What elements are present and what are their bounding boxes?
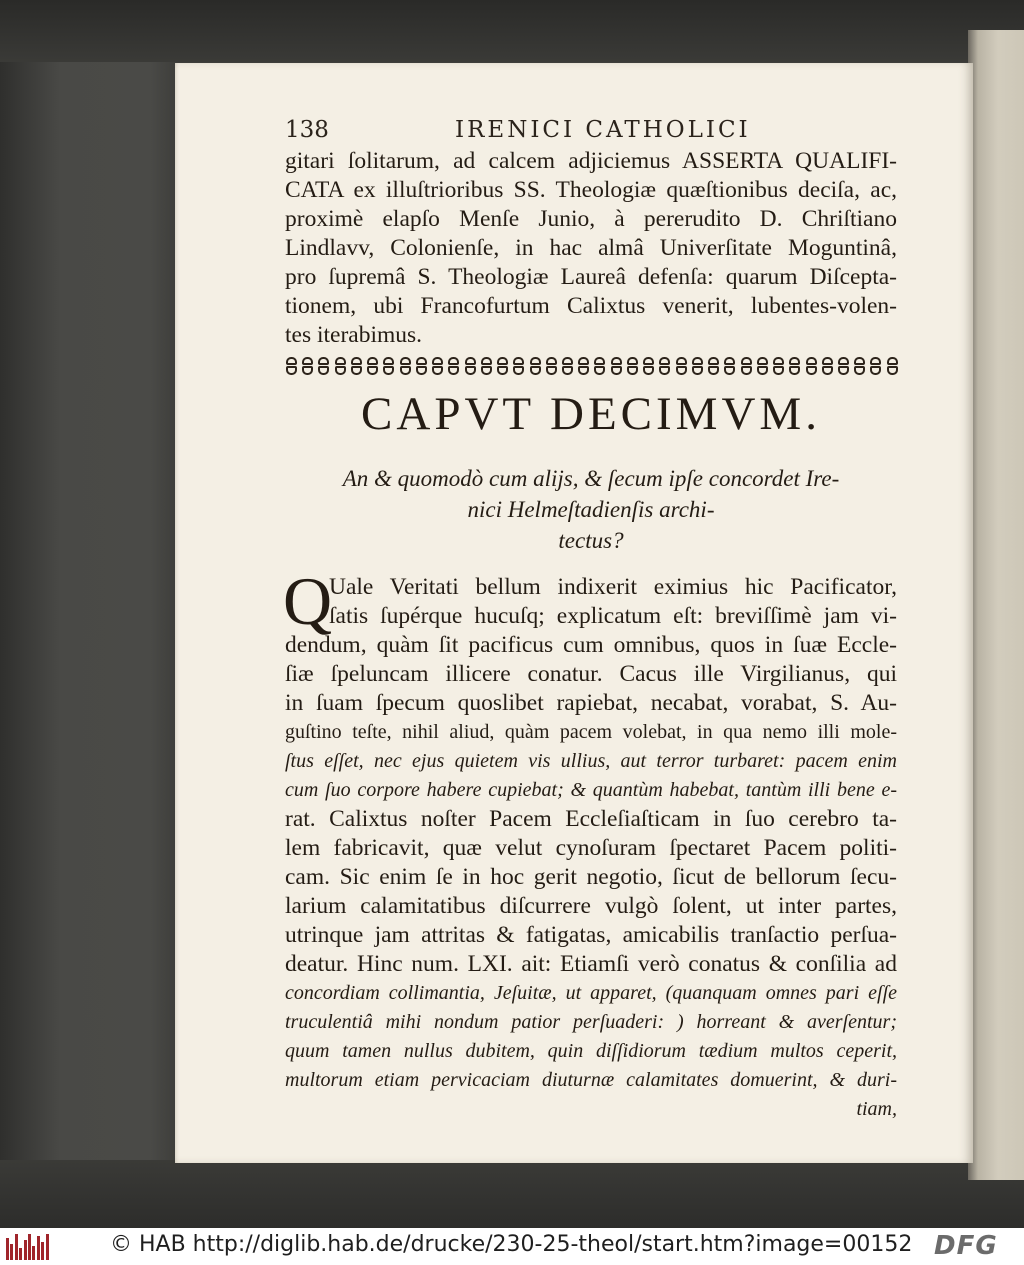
running-head-title: IRENICI CATHOLICI [455, 117, 751, 143]
text-line: dendum, quàm ſit pacificus cum omnibus, quos in ſuæ Eccle- [285, 632, 897, 658]
chapter-title: CAPVT DECIMVM. [361, 388, 821, 440]
viewer-footer [0, 1228, 1024, 1265]
ornament-glyph [740, 355, 753, 377]
ornament-glyph [480, 355, 493, 377]
ornament-glyph [447, 355, 460, 377]
text-line: pro ſupremâ S. Theologiæ Laureâ defenſa: quarum Diſcepta- [285, 264, 897, 290]
ornament-glyph [382, 355, 395, 377]
ornament-glyph [756, 355, 769, 377]
facing-page-edge [968, 30, 1024, 1180]
ornament-glyph [529, 355, 542, 377]
logo-bar [24, 1240, 27, 1260]
text-line: truculentiâ mihi nondum patior perſuaderi: ) horreant & averſentur; [285, 1011, 897, 1033]
ornament-glyph [788, 355, 801, 377]
text-line: ſtus eſſet, nec ejus quietem vis ullius, aut terror turbaret: pacem enim [285, 750, 897, 772]
ornament-glyph [545, 355, 558, 377]
ornament-glyph [642, 355, 655, 377]
ornament-glyph [593, 355, 606, 377]
top-paragraph [285, 147, 897, 350]
ornament-glyph [658, 355, 671, 377]
text-line: lem fabricavit, quæ velut cynoſuram ſpectaret Pacem politi- [285, 835, 897, 861]
logo-bar [37, 1236, 40, 1260]
ornament-glyph [464, 355, 477, 377]
text-line: Lindlavv, Colonienſe, in hac almâ Univerſitate Moguntinâ, [285, 235, 897, 261]
running-head [285, 117, 900, 147]
ornament-glyph [837, 355, 850, 377]
text-line: tionem, ubi Francofurtum Calixtus venerit, lubentes-volen- [285, 293, 897, 319]
subtitle-line: nici Helmeſtadienſis archi- [467, 497, 715, 522]
ornament-glyph [821, 355, 834, 377]
ornament-glyph [431, 355, 444, 377]
ornament-glyph [675, 355, 688, 377]
text-line: cum ſuo corpore habere cupiebat; & quantùm habebat, tantùm illi bene e- [285, 779, 897, 801]
logo-bar [28, 1234, 31, 1260]
logo-bar [32, 1246, 35, 1260]
scan-background-bottom [0, 1160, 1024, 1228]
hab-barcode-logo-icon [6, 1234, 50, 1260]
text-line: guſtino teſte, nihil aliud, quàm pacem volebat, in qua nemo illi mole- [285, 721, 897, 743]
ornament-glyph [350, 355, 363, 377]
logo-bar [46, 1234, 49, 1260]
text-line: cam. Sic enim ſe in hoc gerit negotio, ſicut de bellorum ſecu- [285, 864, 897, 890]
ornament-glyph [610, 355, 623, 377]
text-line: Uale Veritati bellum indixerit eximius hic Pacificator, [329, 574, 897, 600]
logo-bar [41, 1242, 44, 1260]
text-line: gitari ſolitarum, ad calcem adjiciemus ASSERTA QUALIFI- [285, 148, 897, 174]
logo-bar [19, 1248, 22, 1260]
ornament-glyph [707, 355, 720, 377]
text-line: ſatis ſupérque hucuſq; explicatum eſt: breviſſimè jam vi- [329, 603, 897, 629]
page-number: 138 [285, 117, 329, 143]
ornament-glyph [691, 355, 704, 377]
ornament-glyph [577, 355, 590, 377]
text-line: tiam, [856, 1098, 897, 1120]
subtitle-line: An & quomodò cum alijs, & ſecum ipſe concordet Ire- [342, 466, 840, 491]
text-line: utrinque jam attritas & fatigatas, amicabilis tranſactio perſua- [285, 922, 897, 948]
text-line: concordiam collimantia, Jeſuitæ, ut apparet, (quanquam omnes pari eſſe [285, 982, 897, 1004]
text-line: ſiæ ſpeluncam illicere conatur. Cacus ille Virgilianus, qui [285, 661, 897, 687]
footer-url[interactable]: © HAB http://diglib.hab.de/drucke/230-25-theol/start.htm?image=00152 [110, 1232, 913, 1257]
text-line: proximè elapſo Menſe Junio, à pereruditο D. Chriſtiano [285, 206, 897, 232]
book-page [175, 63, 973, 1163]
dfg-logo: DFG [934, 1231, 998, 1261]
ornament-glyph [772, 355, 785, 377]
ornament-glyph [512, 355, 525, 377]
ornament-glyph [561, 355, 574, 377]
text-line: larium calamitatibus diſcurrere vulgò ſolent, ut inter partes, [285, 893, 897, 919]
drop-cap: Q [283, 563, 333, 639]
ornament-glyph [853, 355, 866, 377]
ornament-glyph [626, 355, 639, 377]
ornament-glyph [886, 355, 899, 377]
ornament-glyph [805, 355, 818, 377]
scan-background-top [0, 0, 1024, 62]
body-paragraph [283, 563, 897, 1124]
logo-bar [6, 1238, 9, 1260]
logo-bar [10, 1244, 13, 1260]
ornament-glyph [317, 355, 330, 377]
ornament-glyph [869, 355, 882, 377]
logo-bar [15, 1234, 18, 1260]
ornament-glyph [285, 355, 298, 377]
ornament-glyph [366, 355, 379, 377]
text-line: tes iterabimus. [285, 322, 423, 348]
subtitle-line: tectus? [558, 528, 624, 553]
text-line: CATA ex illuſtrioribus SS. Theologiæ quæſtionibus deciſa, ac, [285, 177, 897, 203]
ornament-glyph [334, 355, 347, 377]
ornament-border [285, 352, 899, 380]
text-line: deatur. Hinc num. LXI. ait: Etiamſi verò conatus & conſilia ad [285, 951, 897, 977]
text-line: rat. Calixtus noſter Pacem Eccleſiaſticam in ſuo cerebro ta- [285, 806, 897, 832]
text-line: quum tamen nullus dubitem, quin diſſidiorum tædium multos ceperit, [285, 1040, 897, 1062]
text-line: multorum etiam pervicaciam diuturnæ calamitates domuerint, & duri- [285, 1069, 897, 1091]
ornament-glyph [496, 355, 509, 377]
ornament-glyph [723, 355, 736, 377]
text-line: in ſuam ſpecum quoslibet rapiebat, necabat, vorabat, S. Au- [285, 690, 897, 716]
ornament-glyph [399, 355, 412, 377]
chapter-subtitle [305, 463, 877, 556]
ornament-glyph [301, 355, 314, 377]
ornament-glyph [415, 355, 428, 377]
